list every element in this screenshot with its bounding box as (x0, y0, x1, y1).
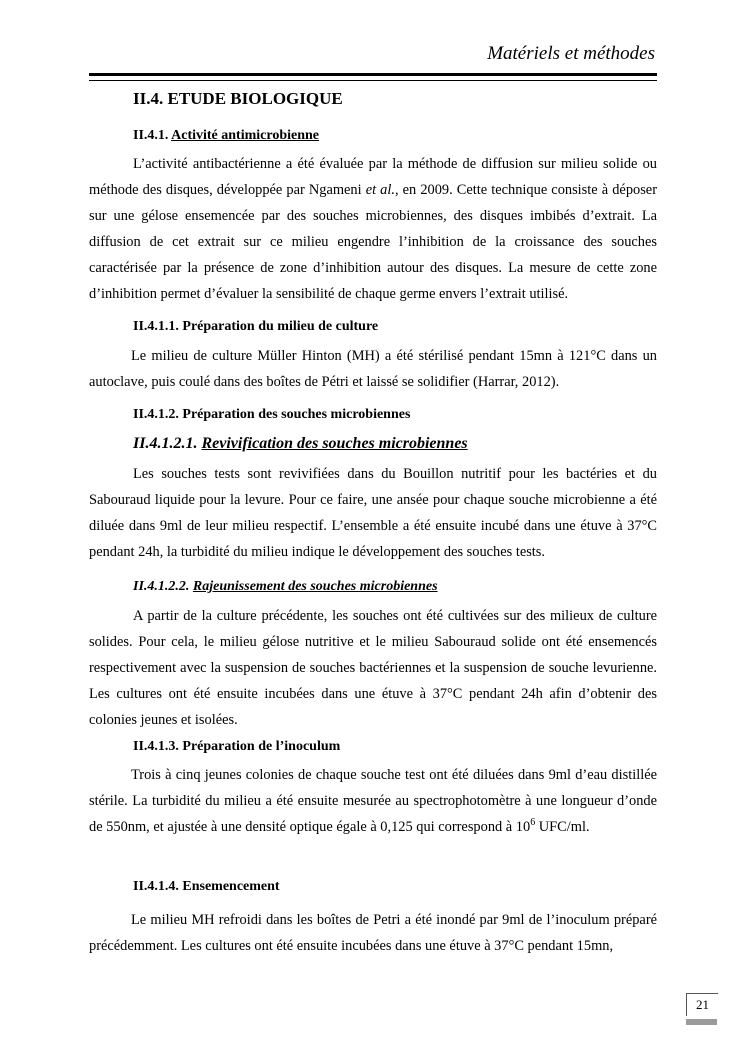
paragraph-culture-medium: Le milieu de culture Müller Hinton (MH) a été stérilisé pendant 15mn à 121°C dans un autoclave, puis coulé dans des boîtes de Pétri et laissé se solidifier (Harrar, 2012). (89, 348, 657, 390)
paragraph-rejuvenation: A partir de la culture précédente, les souches ont été cultivées sur des milieux de culture solides. Pour cela, le milieu gélose nutritive et le milieu Sabouraud solide ont été ensemencés respectivement avec la suspension de souches bactériennes et la suspension de souche levurienne. Les cultures ont été ensuite incubées dans une étuve à 37°C pendant 24h afin d’obtenir des colonies jeunes et isolées. (89, 608, 657, 728)
heading-seeding: II.4.1.4. Ensemencement (133, 879, 280, 894)
header-rule-thick (89, 73, 657, 76)
paragraph-seeding: Le milieu MH refroidi dans les boîtes de Petri a été inondé par 9ml de l’inoculum préparé précédemment. Les cultures ont été ensuite incubées dans une étuve à 37°C pendant 15mn, (89, 912, 657, 954)
paragraph-text: Trois à cinq jeunes colonies de chaque souche test ont été diluées dans 9ml d’eau distillée stérile. La turbidité du milieu a été ensuite mesurée au spectrophotomètre à une longueur d’onde de 550nm, et ajustée à une densité optique égale à 0,125 qui correspond à 10 (89, 767, 657, 835)
section-heading: II.4. ETUDE BIOLOGIQUE (133, 89, 343, 108)
paragraph-text: UFC/ml. (535, 819, 590, 835)
heading-microbial-strains: II.4.1.2. Préparation des souches microbiennes (133, 407, 411, 422)
heading-title: Revivification des souches microbiennes (201, 435, 468, 452)
subsection-number: II.4.1. (133, 128, 172, 143)
subsection-heading-antimicrobial (133, 127, 319, 145)
heading-number: II.4.1.2.2. (133, 579, 193, 594)
exponent: 6 (530, 817, 536, 828)
header-rule-thin (89, 80, 657, 81)
paragraph-revivification: Les souches tests sont revivifiées dans du Bouillon nutritif pour les bactéries et du Sabouraud liquide pour la levure. Pour ce faire, une ansée pour chaque souche microbienne a été diluée dans 9ml de leur milieu respectif. L’ensemble a été ensuite incubé dans une étuve à 37°C pendant 24h, la turbidité du milieu indique le développement des souches tests. (89, 466, 657, 560)
paragraph-text: L’activité antibactérienne a été évaluée par la méthode de diffusion sur milieu solide ou méthode des disques, développée par Ngameni (89, 156, 657, 198)
heading-rejuvenation (133, 578, 438, 596)
paragraph-text: en 2009. Cette technique consiste à déposer sur une gélose ensemencée par des souches microbiennes, des disques imbibés d’extrait. La diffusion de cet extrait sur ce milieu engendre l’inhibition de la croissance des souches caractérisée par la présence de zone d’inhibition autour des disques. La mesure de cette zone d’inhibition permet d’évaluer la sensibilité de chaque germe envers l’extrait utilisé. (89, 182, 657, 302)
heading-culture-medium: II.4.1.1. Préparation du milieu de culture (133, 319, 379, 334)
paragraph-antimicrobial-method (89, 151, 657, 307)
page-number: 21 (686, 993, 718, 1016)
heading-inoculum: II.4.1.3. Préparation de l’inoculum (133, 739, 341, 754)
heading-number: II.4.1.2.1. (133, 435, 202, 452)
paragraph-italic-text: et al., (365, 182, 399, 198)
paragraph-inoculum (89, 762, 657, 840)
heading-title: Rajeunissement des souches microbiennes (192, 579, 438, 594)
running-header-title: Matériels et méthodes (487, 43, 655, 64)
page-number-bar (686, 1019, 717, 1025)
subsection-title: Activité antimicrobienne (171, 128, 320, 143)
heading-revivification (133, 434, 468, 454)
